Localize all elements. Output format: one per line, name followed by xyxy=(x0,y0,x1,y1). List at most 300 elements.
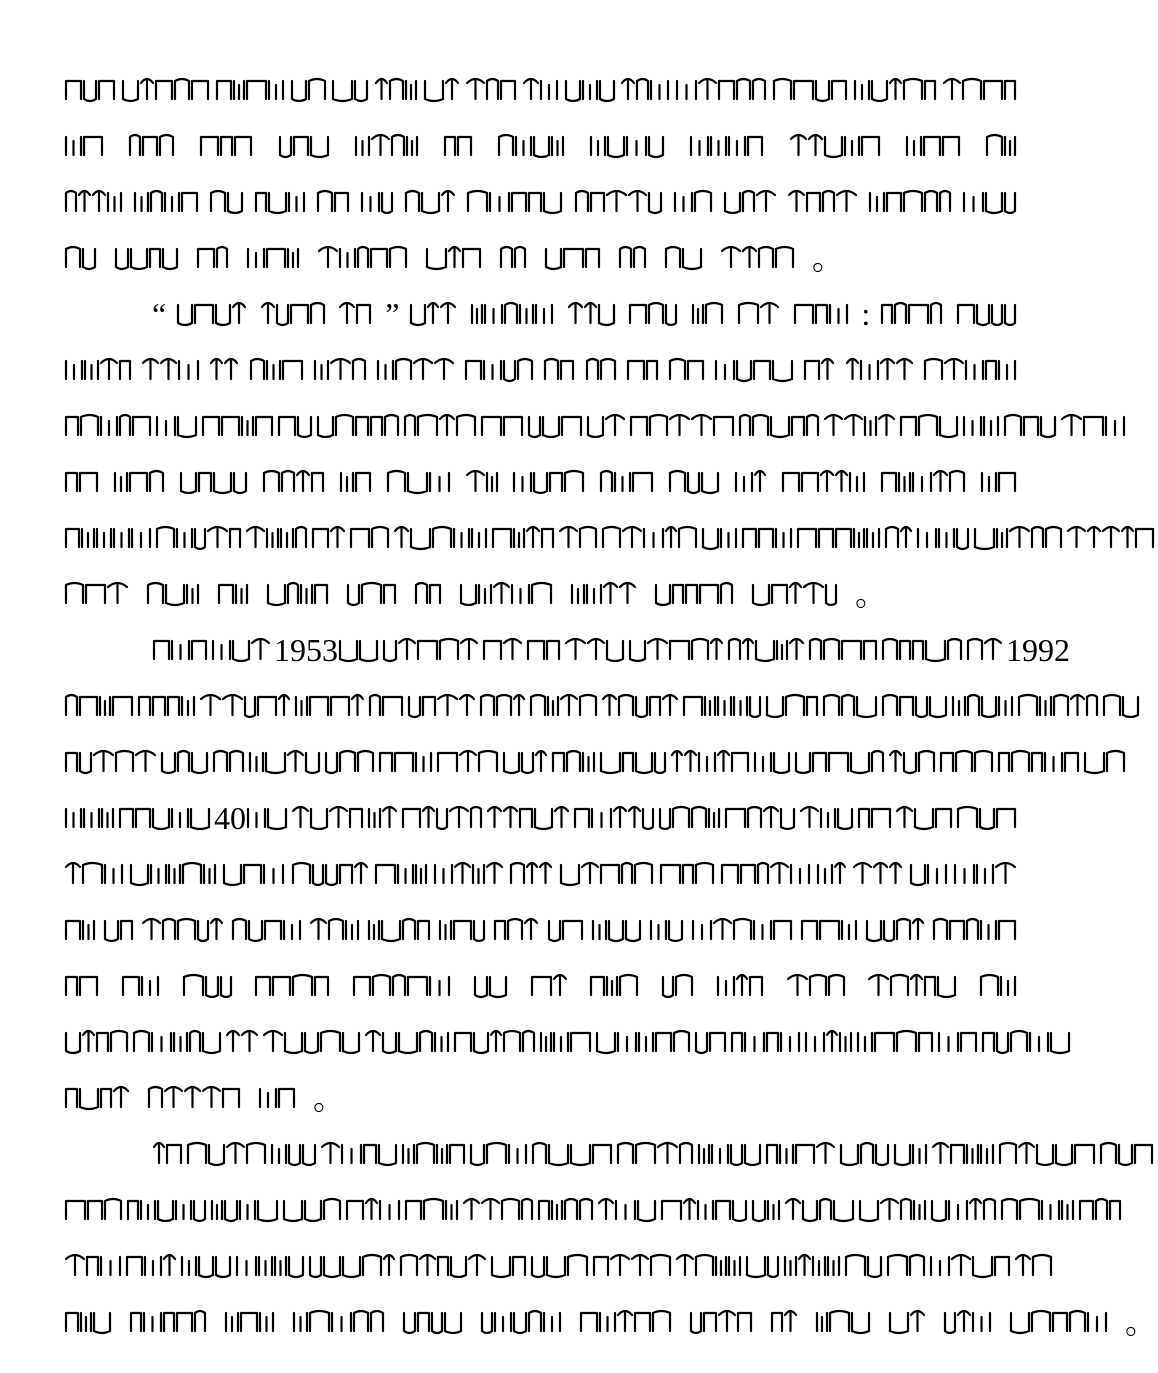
script-glyph-word xyxy=(654,579,737,609)
text-line xyxy=(64,678,1020,734)
script-glyph-word xyxy=(530,1251,592,1281)
script-glyph-word xyxy=(720,859,814,889)
script-glyph-word xyxy=(401,1139,469,1169)
script-glyph-word xyxy=(629,411,738,441)
script-glyph-word xyxy=(601,523,701,553)
script-glyph-word xyxy=(386,467,454,497)
script-glyph-word xyxy=(981,1027,1074,1057)
script-glyph-word xyxy=(125,1251,180,1281)
script-glyph-word xyxy=(527,411,586,441)
script-glyph-word xyxy=(956,803,1020,833)
script-glyph-word xyxy=(64,187,126,217)
script-glyph-word xyxy=(895,803,956,833)
script-glyph-word xyxy=(689,1307,756,1337)
script-glyph-word xyxy=(382,635,482,665)
script-glyph-word xyxy=(893,1139,931,1169)
script-glyph-word xyxy=(937,1027,981,1057)
script-glyph-word xyxy=(998,1139,1099,1169)
script-glyph-word xyxy=(853,75,940,105)
script-glyph-word xyxy=(64,1027,132,1057)
script-glyph-word xyxy=(689,131,767,161)
script-glyph-word xyxy=(682,691,765,721)
script-glyph-word xyxy=(64,243,100,273)
script-glyph-word xyxy=(905,131,964,161)
text-line xyxy=(64,1126,1020,1182)
script-glyph-word xyxy=(675,1251,745,1281)
script-glyph-word xyxy=(591,915,645,945)
script-glyph-word xyxy=(738,411,823,441)
script-glyph-word xyxy=(737,299,783,329)
script-glyph-word xyxy=(979,971,1020,1001)
script-glyph-word xyxy=(530,971,571,1001)
script-glyph-word xyxy=(316,187,353,217)
script-glyph-word xyxy=(815,1307,874,1337)
script-glyph-word xyxy=(231,915,305,945)
script-glyph-word xyxy=(262,1027,364,1057)
script-glyph-word xyxy=(376,355,458,385)
script-glyph-word xyxy=(881,691,951,721)
script-glyph-word xyxy=(574,187,666,217)
script-glyph-word xyxy=(493,915,542,945)
script-glyph-word xyxy=(480,1307,565,1337)
punctuation-mark: ” xyxy=(385,296,400,332)
script-glyph-word xyxy=(787,187,861,217)
text-line xyxy=(64,1238,1020,1294)
script-glyph-word xyxy=(443,131,476,161)
script-glyph-word xyxy=(64,747,160,777)
punctuation-mark: : xyxy=(861,296,871,332)
script-glyph-word xyxy=(245,523,311,553)
script-glyph-word xyxy=(886,1251,929,1281)
script-glyph-word xyxy=(464,355,537,385)
script-glyph-word xyxy=(789,131,884,161)
script-glyph-word xyxy=(551,747,599,777)
script-glyph-word xyxy=(618,243,650,273)
script-glyph-word xyxy=(211,635,274,665)
script-glyph-word xyxy=(884,523,916,553)
script-glyph-word xyxy=(497,131,568,161)
text-line xyxy=(64,958,1020,1014)
script-glyph-word xyxy=(121,75,213,105)
text-line xyxy=(64,510,1020,566)
text-line xyxy=(64,1182,1020,1238)
script-glyph-word xyxy=(103,915,137,945)
script-glyph-word xyxy=(338,635,382,665)
script-glyph-word xyxy=(626,355,662,385)
script-glyph-word xyxy=(579,1307,675,1337)
script-glyph-word xyxy=(401,803,486,833)
script-glyph-word xyxy=(491,523,558,553)
script-glyph-word xyxy=(262,467,328,497)
text-line xyxy=(64,734,1020,790)
script-glyph-word xyxy=(1099,1139,1157,1169)
script-glyph-word xyxy=(939,747,997,777)
script-glyph-word xyxy=(856,1027,937,1057)
script-glyph-word xyxy=(997,747,1083,777)
script-glyph-word xyxy=(414,579,445,609)
script-glyph-word xyxy=(659,859,718,889)
script-glyph-word xyxy=(585,355,620,385)
script-glyph-word xyxy=(691,299,727,329)
script-glyph-word xyxy=(716,971,767,1001)
script-glyph-word xyxy=(470,299,557,329)
script-glyph-word xyxy=(64,859,127,889)
script-glyph-word xyxy=(1009,1307,1111,1337)
script-glyph-word xyxy=(137,691,199,721)
script-glyph-word xyxy=(114,243,182,273)
script-glyph-word xyxy=(670,747,753,777)
script-glyph-word xyxy=(64,467,102,497)
script-glyph-word xyxy=(867,971,960,1001)
script-glyph-word xyxy=(222,859,288,889)
script-glyph-word xyxy=(367,915,434,945)
script-glyph-word xyxy=(459,579,556,609)
script-glyph-word xyxy=(64,75,119,105)
script-glyph-word xyxy=(599,747,670,777)
script-glyph-word xyxy=(567,299,619,329)
script-glyph-word xyxy=(962,187,1020,217)
script-glyph-word xyxy=(146,579,203,609)
script-glyph-word xyxy=(345,1195,404,1225)
script-glyph-word xyxy=(403,411,480,441)
script-glyph-word xyxy=(309,915,363,945)
script-glyph-word xyxy=(1017,691,1102,721)
script-glyph-word xyxy=(486,803,573,833)
script-glyph-word xyxy=(1102,691,1143,721)
script-glyph-word xyxy=(808,635,881,665)
script-glyph-word xyxy=(668,355,708,385)
script-glyph-word xyxy=(64,1195,126,1225)
script-glyph-word xyxy=(620,75,673,105)
script-glyph-word xyxy=(224,1307,278,1337)
script-glyph-word xyxy=(64,411,155,441)
script-glyph-word xyxy=(121,971,163,1001)
script-glyph-word xyxy=(320,1139,401,1169)
script-glyph-word xyxy=(1078,1195,1125,1225)
script-glyph-word xyxy=(628,299,681,329)
script-glyph-word xyxy=(469,1139,531,1169)
script-glyph-word xyxy=(781,467,869,497)
script-glyph-word xyxy=(595,1027,694,1057)
script-glyph-word xyxy=(783,1251,844,1281)
script-glyph-word xyxy=(526,635,564,665)
text-line xyxy=(64,566,1020,622)
script-glyph-word xyxy=(64,523,155,553)
script-glyph-word xyxy=(589,131,668,161)
script-glyph-word xyxy=(720,243,798,273)
script-glyph-word xyxy=(360,187,397,217)
script-glyph-word xyxy=(354,131,422,161)
inline-number: 40 xyxy=(214,800,246,836)
script-glyph-word xyxy=(349,523,393,553)
script-glyph-word xyxy=(509,859,556,889)
script-glyph-word xyxy=(260,299,329,329)
script-glyph-word xyxy=(482,635,526,665)
script-glyph-word xyxy=(64,691,137,721)
script-glyph-word xyxy=(404,187,459,217)
script-glyph-word xyxy=(179,467,251,497)
script-glyph-word xyxy=(374,75,421,105)
script-glyph-word xyxy=(438,915,489,945)
script-glyph-word xyxy=(147,1083,244,1113)
punctuation-mark: 。 xyxy=(855,576,888,612)
script-glyph-word xyxy=(673,187,716,217)
script-glyph-word xyxy=(1060,411,1129,441)
script-glyph-word xyxy=(888,747,939,777)
script-glyph-word xyxy=(466,187,566,217)
script-glyph-word xyxy=(724,803,799,833)
script-glyph-word xyxy=(453,1027,539,1057)
script-glyph-word xyxy=(1014,1251,1056,1281)
script-glyph-word xyxy=(943,1307,995,1337)
script-glyph-word xyxy=(277,411,316,441)
script-glyph-word xyxy=(723,187,780,217)
script-glyph-word xyxy=(962,411,1003,441)
script-glyph-word xyxy=(404,1195,462,1225)
script-glyph-word xyxy=(512,467,588,497)
script-glyph-word xyxy=(64,915,99,945)
script-glyph-word xyxy=(290,75,330,105)
script-glyph-word xyxy=(880,467,969,497)
text-line xyxy=(64,454,1020,510)
script-glyph-word xyxy=(786,971,849,1001)
script-glyph-word xyxy=(559,859,657,889)
script-glyph-word xyxy=(313,355,370,385)
script-glyph-word xyxy=(751,579,841,609)
script-glyph-word xyxy=(402,1307,466,1337)
script-glyph-word xyxy=(1066,523,1158,553)
script-glyph-word xyxy=(199,131,256,161)
script-glyph-word xyxy=(765,691,822,721)
script-glyph-word xyxy=(734,467,770,497)
document-page xyxy=(64,62,1158,1350)
script-glyph-word xyxy=(865,915,928,945)
script-glyph-word xyxy=(1083,747,1129,777)
script-glyph-word xyxy=(186,1139,270,1169)
script-glyph-word xyxy=(113,467,168,497)
script-glyph-word xyxy=(697,1139,765,1169)
script-glyph-word xyxy=(628,635,727,665)
script-glyph-word xyxy=(294,691,368,721)
script-glyph-word xyxy=(888,1307,929,1337)
punctuation-mark: 。 xyxy=(812,240,845,276)
script-glyph-word xyxy=(930,1195,1000,1225)
script-glyph-word xyxy=(338,299,375,329)
script-glyph-word xyxy=(601,691,682,721)
script-glyph-word xyxy=(128,131,178,161)
script-glyph-word xyxy=(64,1307,115,1337)
script-glyph-word xyxy=(770,1307,801,1337)
script-glyph-word xyxy=(966,635,1006,665)
script-glyph-word xyxy=(880,299,946,329)
text-line xyxy=(64,286,1020,342)
script-glyph-word xyxy=(558,523,601,553)
text-line xyxy=(64,342,1020,398)
text-line xyxy=(64,1294,1158,1350)
script-glyph-word xyxy=(346,579,400,609)
script-glyph-word xyxy=(374,859,431,889)
script-glyph-word xyxy=(660,1195,751,1225)
script-glyph-word xyxy=(845,355,917,385)
script-glyph-word xyxy=(765,1139,839,1169)
script-glyph-word xyxy=(730,1027,804,1057)
script-glyph-word xyxy=(741,523,796,553)
script-glyph-word xyxy=(616,1139,697,1169)
script-glyph-word xyxy=(199,691,294,721)
script-glyph-word xyxy=(316,411,403,441)
script-glyph-word xyxy=(176,299,250,329)
script-glyph-word xyxy=(462,1195,537,1225)
script-glyph-word xyxy=(822,691,881,721)
script-glyph-word xyxy=(916,523,973,553)
script-glyph-word xyxy=(180,1251,235,1281)
script-glyph-word xyxy=(564,635,628,665)
script-glyph-word xyxy=(291,803,367,833)
script-glyph-word xyxy=(823,411,899,441)
script-glyph-word xyxy=(664,243,706,273)
script-glyph-word xyxy=(465,467,502,497)
script-glyph-word xyxy=(942,75,1020,105)
script-glyph-word xyxy=(490,1251,530,1281)
script-glyph-word xyxy=(675,75,770,105)
script-glyph-word xyxy=(658,803,724,833)
text-line xyxy=(64,790,1020,846)
script-glyph-word xyxy=(64,1083,133,1113)
script-glyph-word xyxy=(529,691,601,721)
script-glyph-word xyxy=(694,1027,730,1057)
script-glyph-word xyxy=(599,467,657,497)
script-glyph-word xyxy=(465,75,520,105)
script-glyph-word xyxy=(531,1139,616,1169)
inline-number: 1992 xyxy=(1006,632,1070,668)
script-glyph-word xyxy=(980,467,1020,497)
script-glyph-word xyxy=(317,243,411,273)
script-glyph-word xyxy=(235,1251,308,1281)
script-glyph-word xyxy=(1003,411,1060,441)
script-glyph-word xyxy=(714,355,797,385)
text-line xyxy=(64,1014,1020,1070)
script-glyph-word xyxy=(844,1251,886,1281)
script-glyph-word xyxy=(852,859,906,889)
script-glyph-word xyxy=(436,747,502,777)
script-glyph-word xyxy=(225,1027,262,1057)
script-glyph-word xyxy=(64,803,118,833)
script-glyph-word xyxy=(266,579,332,609)
script-glyph-word xyxy=(155,411,201,441)
script-glyph-word xyxy=(772,75,851,105)
script-glyph-word xyxy=(691,915,796,945)
script-glyph-word xyxy=(953,859,1020,889)
script-glyph-word xyxy=(423,75,463,105)
script-glyph-word xyxy=(282,1195,345,1225)
script-glyph-word xyxy=(839,1139,893,1169)
script-glyph-word xyxy=(931,1139,998,1169)
script-glyph-word xyxy=(196,243,232,273)
text-line xyxy=(64,230,1020,286)
text-line xyxy=(64,902,1020,958)
script-glyph-word xyxy=(155,523,245,553)
script-glyph-word xyxy=(784,1195,858,1225)
script-glyph-word xyxy=(254,971,333,1001)
script-glyph-word xyxy=(210,1195,282,1225)
script-glyph-word xyxy=(973,523,1066,553)
script-glyph-word xyxy=(539,1027,595,1057)
script-glyph-word xyxy=(364,1027,453,1057)
script-glyph-word xyxy=(141,915,227,945)
script-glyph-word xyxy=(270,1139,320,1169)
script-glyph-word xyxy=(368,691,407,721)
script-glyph-word xyxy=(985,131,1020,161)
script-glyph-word xyxy=(64,355,135,385)
script-glyph-word xyxy=(592,1251,675,1281)
script-glyph-word xyxy=(254,187,309,217)
script-glyph-word xyxy=(133,187,202,217)
text-line xyxy=(64,622,1070,678)
script-glyph-word xyxy=(182,971,236,1001)
script-glyph-word xyxy=(352,971,454,1001)
script-glyph-word xyxy=(857,803,895,833)
script-glyph-word xyxy=(932,915,1020,945)
script-glyph-word xyxy=(64,971,102,1001)
script-glyph-word xyxy=(929,1251,1014,1281)
text-line xyxy=(64,118,1020,174)
script-glyph-word xyxy=(668,467,723,497)
script-glyph-word xyxy=(793,299,852,329)
script-glyph-word xyxy=(324,747,378,777)
script-glyph-word xyxy=(745,1251,783,1281)
script-glyph-word xyxy=(160,747,212,777)
script-glyph-word xyxy=(248,747,324,777)
script-glyph-word xyxy=(547,915,587,945)
script-glyph-word xyxy=(649,915,687,945)
script-glyph-word xyxy=(246,243,303,273)
script-glyph-word xyxy=(246,803,291,833)
script-glyph-word xyxy=(899,411,962,441)
script-glyph-word xyxy=(881,635,966,665)
script-glyph-word xyxy=(951,691,1017,721)
script-glyph-word xyxy=(796,523,884,553)
script-glyph-word xyxy=(399,1251,490,1281)
script-glyph-word xyxy=(249,355,307,385)
script-glyph-word xyxy=(64,579,132,609)
script-glyph-word xyxy=(212,747,248,777)
script-glyph-word xyxy=(543,355,578,385)
script-glyph-word xyxy=(1000,1195,1078,1225)
script-glyph-word xyxy=(522,75,562,105)
script-glyph-word xyxy=(311,523,349,553)
script-glyph-word xyxy=(794,747,888,777)
script-glyph-word xyxy=(209,355,242,385)
script-glyph-word xyxy=(367,803,401,833)
script-glyph-word xyxy=(858,1195,930,1225)
script-glyph-word xyxy=(701,523,741,553)
script-glyph-word xyxy=(661,971,697,1001)
inline-number: 1953 xyxy=(274,632,338,668)
punctuation-mark: 。 xyxy=(313,1080,346,1116)
script-glyph-word xyxy=(816,859,850,889)
script-glyph-word xyxy=(331,75,372,105)
script-glyph-word xyxy=(868,187,955,217)
script-glyph-word xyxy=(278,131,333,161)
script-glyph-word xyxy=(433,859,507,889)
script-glyph-word xyxy=(799,803,857,833)
text-line xyxy=(64,62,1020,118)
script-glyph-word xyxy=(803,355,838,385)
script-glyph-word xyxy=(258,1083,299,1113)
script-glyph-word xyxy=(804,1027,856,1057)
script-glyph-word xyxy=(393,523,491,553)
script-glyph-word xyxy=(118,803,214,833)
